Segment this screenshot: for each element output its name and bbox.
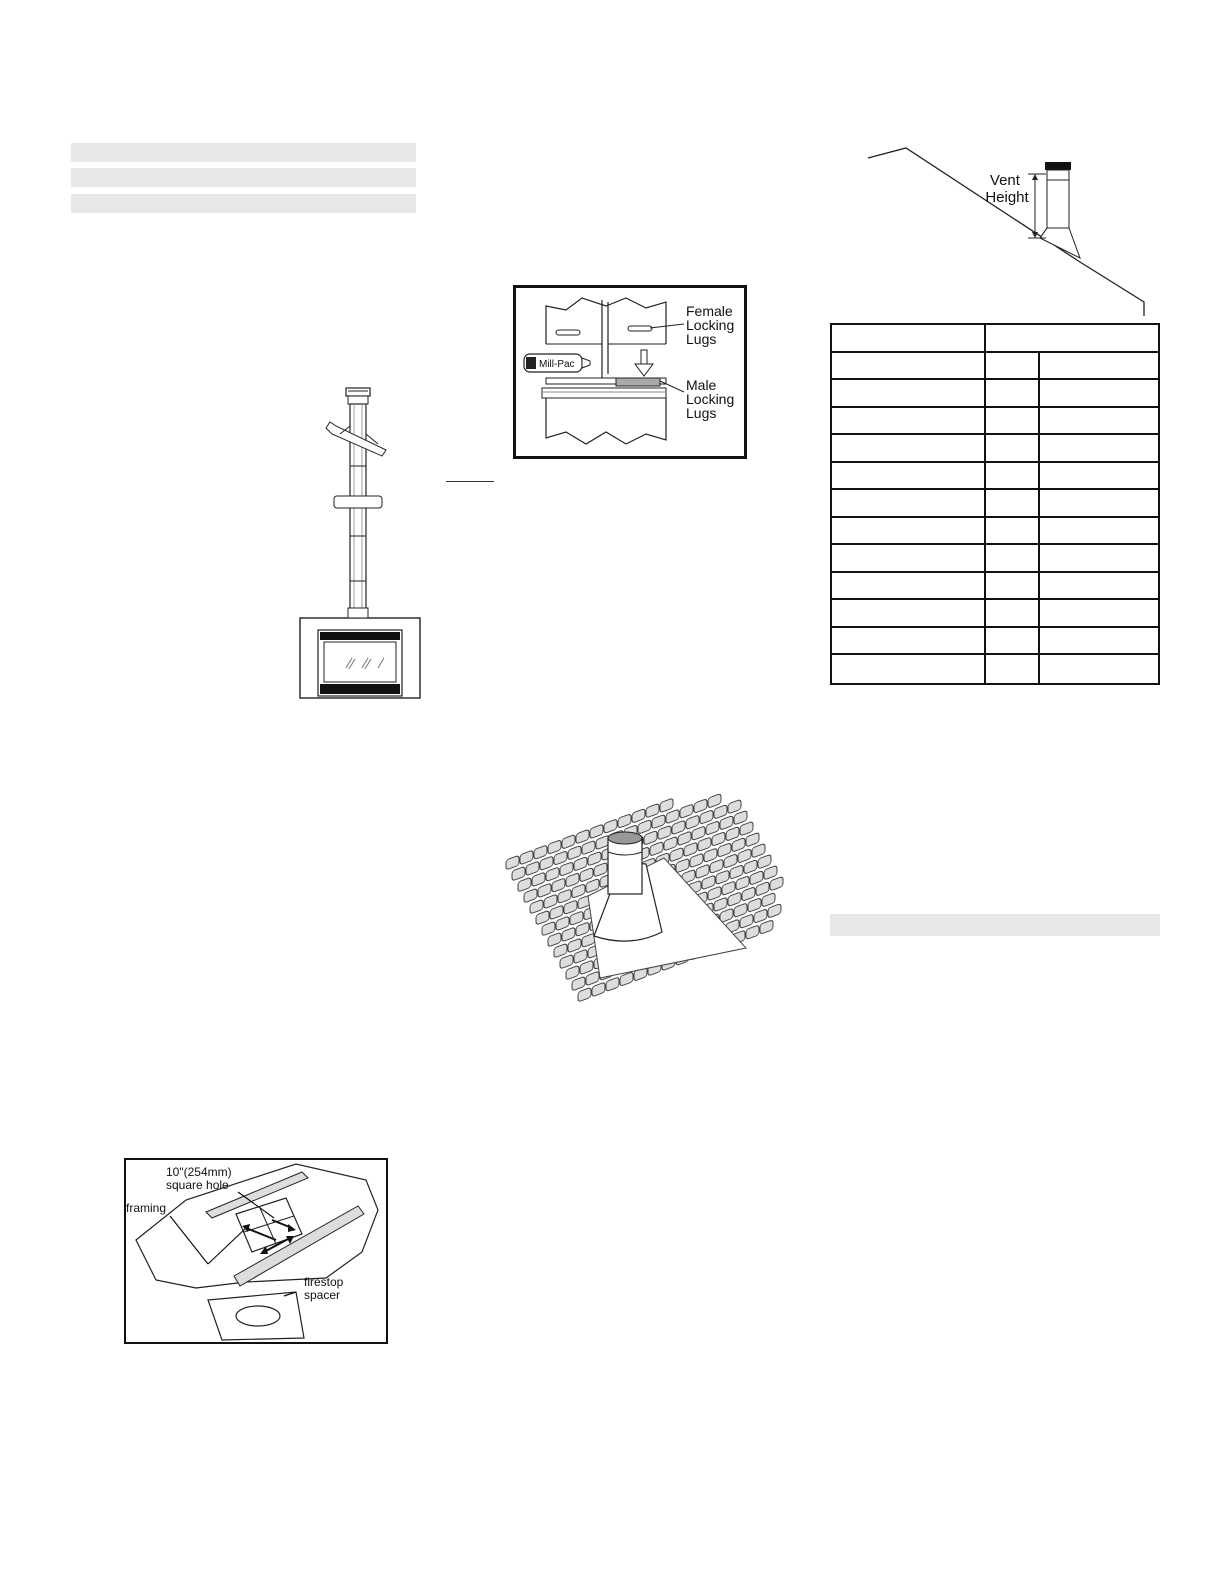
table-cell	[1040, 573, 1158, 601]
vent-height-diagram	[860, 140, 1160, 320]
shingle	[698, 837, 711, 852]
table-cell	[1040, 518, 1158, 546]
shingle	[740, 821, 753, 836]
table-cell	[986, 435, 1040, 463]
table-cell	[832, 600, 986, 628]
table-cell	[986, 655, 1040, 683]
shingle	[758, 854, 771, 869]
table-cell	[986, 600, 1040, 628]
section-heading-bar-2	[71, 168, 416, 187]
svg-text:Vent Height	[985, 172, 1029, 206]
table-cell	[1040, 380, 1158, 408]
table-cell	[832, 463, 986, 491]
shingle	[768, 903, 781, 918]
firestop-spacer-illustration	[126, 1160, 386, 1342]
shingle	[704, 848, 717, 863]
mill-pac-label: Mill-Pac	[539, 359, 575, 370]
shingle	[742, 887, 755, 902]
table-cell	[986, 463, 1040, 491]
svg-text:firestop spacer	[304, 1275, 347, 1302]
shingle	[736, 876, 749, 891]
female-lugs-label-2: Locking	[686, 317, 735, 333]
table-cell	[986, 545, 1040, 573]
shingle	[728, 799, 741, 814]
table-cell	[1040, 600, 1158, 628]
table-cell	[986, 408, 1040, 436]
table-subheader-cell	[1040, 353, 1158, 381]
table-cell	[1040, 655, 1158, 683]
female-lugs-label-1: Female	[686, 303, 733, 319]
shingle	[756, 881, 769, 896]
male-lugs-label-3: Lugs	[686, 405, 717, 421]
male-lugs-label-1: Male	[686, 377, 717, 393]
table-cell	[986, 490, 1040, 518]
framing-label: framing	[126, 1201, 167, 1215]
table-cell	[832, 628, 986, 656]
table-cell	[832, 573, 986, 601]
section-heading-bar-3	[71, 194, 416, 213]
divider-rule	[446, 481, 494, 482]
shingle	[734, 810, 747, 825]
table-cell	[1040, 463, 1158, 491]
table-cell	[832, 380, 986, 408]
table-cell	[986, 518, 1040, 546]
table-cell	[986, 628, 1040, 656]
shingle	[760, 920, 773, 935]
table-cell	[1040, 435, 1158, 463]
shingle	[706, 821, 719, 836]
female-lugs-label-3: Lugs	[686, 331, 717, 347]
shingle	[744, 859, 757, 874]
shingle	[750, 870, 763, 885]
male-lugs-label-2: Locking	[686, 391, 735, 407]
section-heading-bar-1	[71, 143, 416, 162]
table-cell	[832, 490, 986, 518]
hole-label-1: 10"(254mm)	[166, 1165, 232, 1179]
shingle	[666, 809, 679, 824]
table-cell	[1040, 490, 1158, 518]
table-cell	[1040, 628, 1158, 656]
section-heading-bar-4	[830, 914, 1160, 936]
shingle	[716, 870, 729, 885]
shingle	[700, 810, 713, 825]
shingle	[708, 793, 721, 808]
shingle	[660, 798, 673, 813]
shingle	[732, 837, 745, 852]
spacer-label-2: spacer	[304, 1288, 341, 1302]
shingle	[686, 815, 699, 830]
svg-text:10"(254mm) square hole	[166, 1165, 235, 1192]
roof-flashing-illustration	[496, 798, 782, 1012]
shingle	[718, 843, 731, 858]
shingle	[684, 842, 697, 857]
table-cell	[832, 545, 986, 573]
vent-height-label-2: Height	[985, 189, 1029, 206]
svg-text:Female Locking Lugs	[686, 303, 738, 347]
shingle	[764, 865, 777, 880]
vent-height-label-1: Vent	[989, 172, 1020, 189]
shingle	[694, 799, 707, 814]
svg-text:Male Locking Lugs	[686, 377, 738, 421]
shingle	[722, 881, 735, 896]
shingle	[680, 804, 693, 819]
table-cell	[832, 518, 986, 546]
table-cell	[986, 380, 1040, 408]
shingle	[714, 804, 727, 819]
shingle	[738, 848, 751, 863]
shingle	[678, 831, 691, 846]
shingle	[762, 892, 775, 907]
table-cell	[832, 655, 986, 683]
shingle	[754, 909, 767, 924]
table-cell	[1040, 545, 1158, 573]
table-subheader-cell	[832, 353, 986, 381]
table-subheader-cell	[986, 353, 1040, 381]
shingle	[724, 854, 737, 869]
shingle	[752, 843, 765, 858]
shingle	[748, 898, 761, 913]
spacer-label-1: firestop	[304, 1275, 344, 1289]
table-cell	[1040, 408, 1158, 436]
fireplace-vent-illustration	[296, 386, 426, 702]
table-cell	[986, 573, 1040, 601]
table-header-cell	[986, 325, 1158, 353]
hole-label-2: square hole	[166, 1178, 229, 1192]
shingle	[720, 815, 733, 830]
shingle	[692, 826, 705, 841]
shingle	[770, 876, 783, 891]
vent-height-table	[830, 323, 1160, 685]
table-cell	[832, 408, 986, 436]
shingle	[746, 832, 759, 847]
shingle	[710, 859, 723, 874]
shingle	[730, 865, 743, 880]
shingle	[672, 820, 685, 835]
shingle	[726, 826, 739, 841]
locking-lugs-illustration	[516, 288, 744, 456]
table-header-cell	[832, 325, 986, 353]
shingle	[712, 832, 725, 847]
table-cell	[832, 435, 986, 463]
